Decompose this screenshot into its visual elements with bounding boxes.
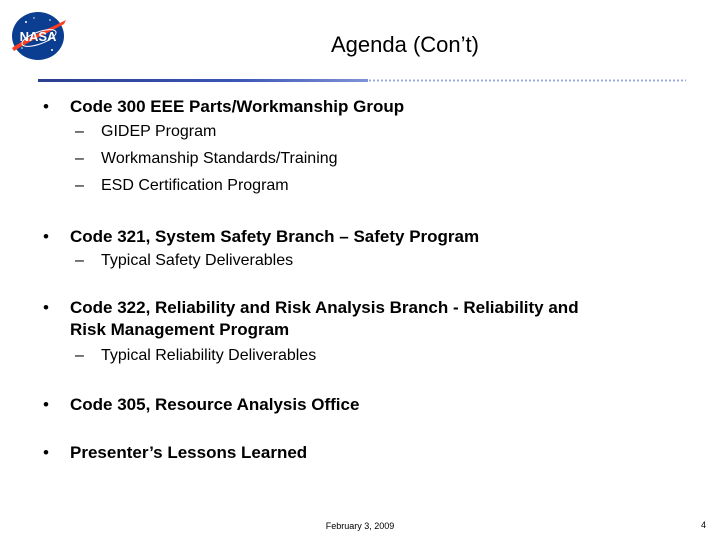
nasa-logo-text: NASA <box>19 29 57 44</box>
dash-marker: – <box>75 177 84 194</box>
dash-marker: – <box>75 150 84 167</box>
nasa-logo <box>6 8 70 64</box>
bullet-marker: • <box>43 298 49 317</box>
agenda-item-label: Presenter’s Lessons Learned <box>70 443 308 462</box>
bullet-marker: • <box>43 395 49 414</box>
dash-marker: – <box>75 123 84 140</box>
title-divider-dots <box>368 79 686 82</box>
sub-item-label: GIDEP Program <box>101 123 217 140</box>
agenda-item-label <box>70 297 680 341</box>
title-divider <box>38 78 686 84</box>
agenda-item-label: Code 300 EEE Parts/Workmanship Group <box>70 97 405 116</box>
agenda-item-label-line1: Code 322, Reliability and Risk Analysis Branch - Reliability and <box>70 298 579 317</box>
sub-item-label: Workmanship Standards/Training <box>101 150 338 167</box>
bullet-marker: • <box>43 227 49 246</box>
sub-item-label: ESD Certification Program <box>101 177 289 194</box>
agenda-item-label: Code 305, Resource Analysis Office <box>70 395 360 414</box>
agenda-item-label-line2: Risk Management Program <box>70 320 290 339</box>
title-divider-solid <box>38 79 368 82</box>
dash-marker: – <box>75 347 84 364</box>
dash-marker: – <box>75 252 84 269</box>
page-number: 4 <box>700 520 706 530</box>
sub-item-label: Typical Reliability Deliverables <box>101 347 317 364</box>
slide-title: Agenda (Con’t) <box>331 32 479 57</box>
bullet-marker: • <box>43 97 49 116</box>
bullet-marker: • <box>43 443 49 462</box>
agenda-item-label: Code 321, System Safety Branch – Safety Program <box>70 227 480 246</box>
footer-date: February 3, 2009 <box>325 521 395 531</box>
sub-item-label: Typical Safety Deliverables <box>101 252 294 269</box>
nasa-meatball-icon <box>6 8 70 64</box>
